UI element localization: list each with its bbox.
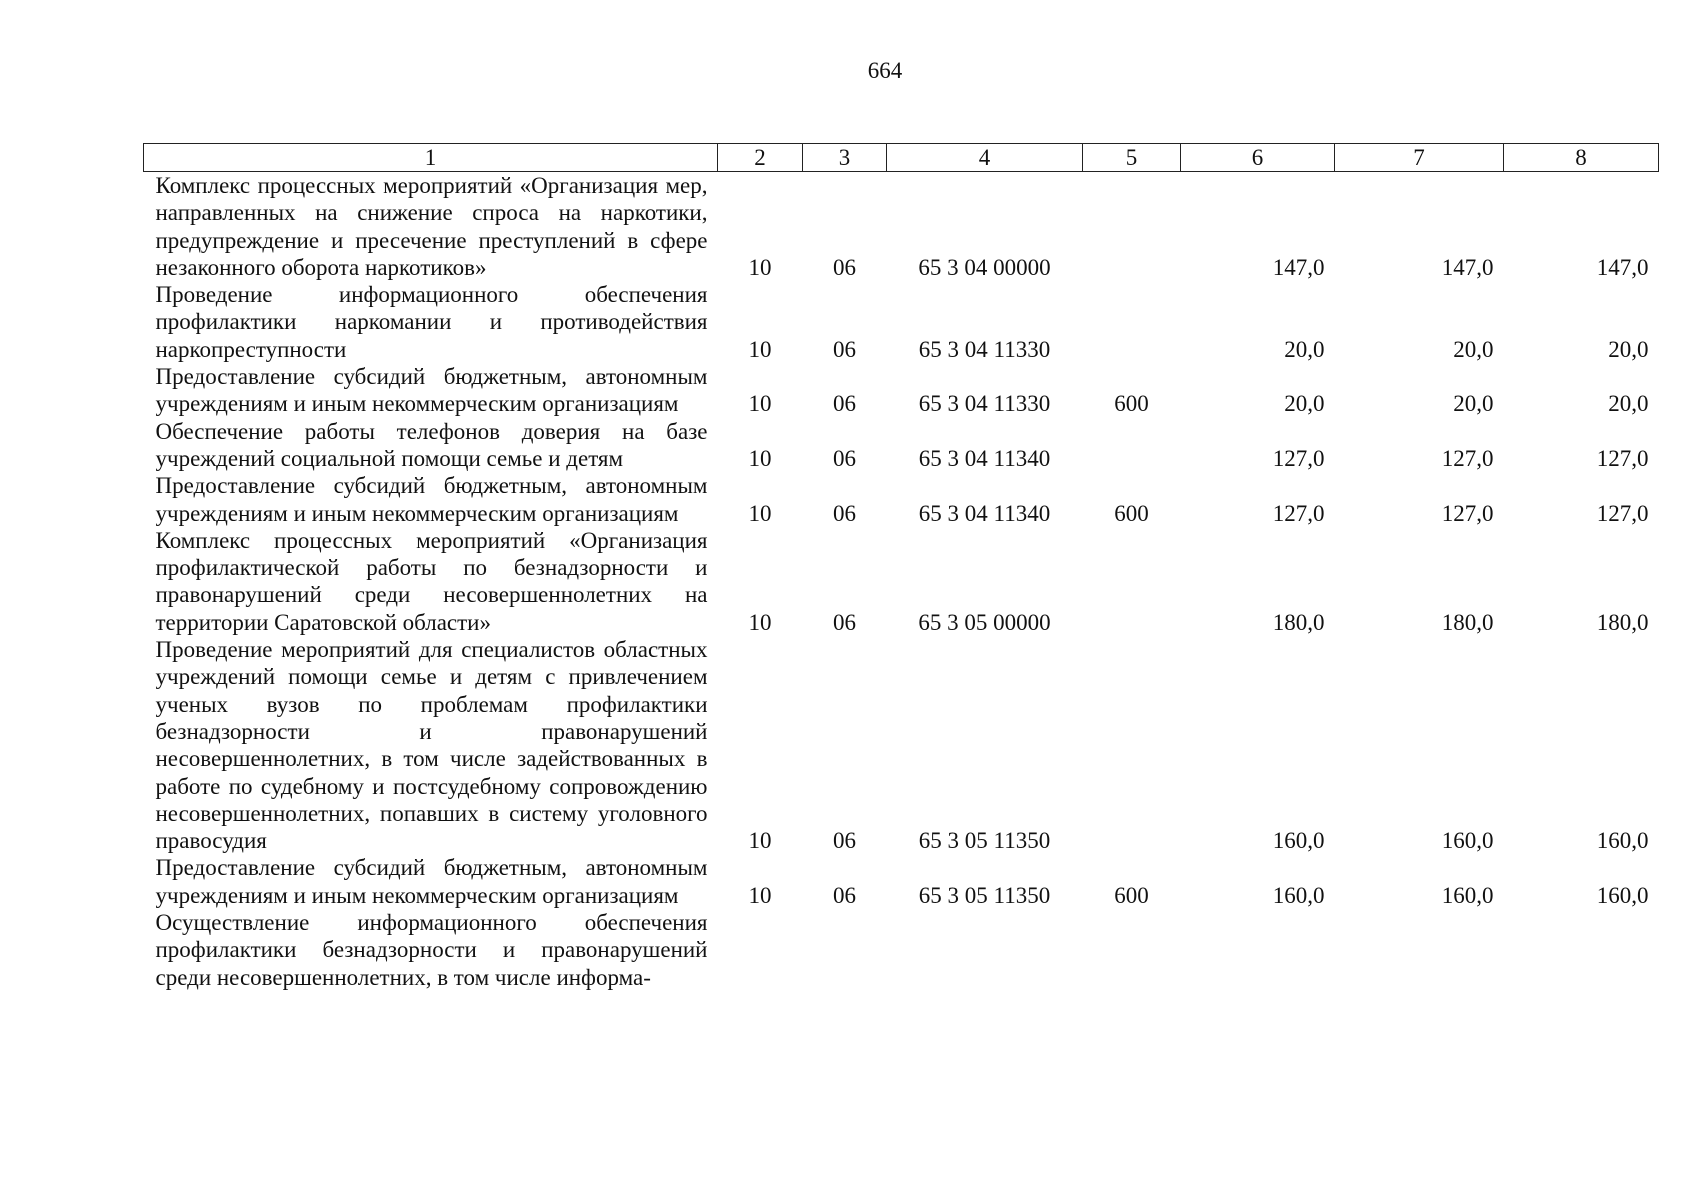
amount-year-3: 127,0	[1596, 500, 1649, 526]
table-row	[144, 281, 1659, 363]
row-description: Предоставление субсидий бюджетным, автономным учреждениям и иным некоммерческим организациям	[155, 473, 708, 526]
target-article-code	[887, 909, 1083, 991]
amount-year-1: 20,0	[1284, 336, 1325, 362]
amount-year-3	[1504, 909, 1659, 991]
table-row	[144, 854, 1659, 909]
amount-year-3: 160,0	[1596, 828, 1649, 854]
column-header-2: 2	[718, 144, 803, 172]
section-code: 10	[748, 609, 772, 635]
target-article-code: 65 3 05 11350	[918, 882, 1051, 908]
amount-year-3: 20,0	[1608, 391, 1649, 417]
table-row	[144, 909, 1659, 991]
amount-year-1: 180,0	[1272, 609, 1325, 635]
target-article-code: 65 3 04 11330	[918, 336, 1051, 362]
column-header-5: 5	[1083, 144, 1181, 172]
amount-year-2	[1335, 909, 1504, 991]
section-code: 10	[748, 445, 772, 471]
amount-year-1: 127,0	[1272, 445, 1325, 471]
expense-type-code: 600	[1114, 391, 1149, 417]
budget-table-container	[143, 143, 1658, 991]
column-header-1: 1	[144, 144, 718, 172]
section-code: 10	[748, 336, 772, 362]
row-description: Осуществление информационного обеспечения профилактики безнадзорности и правонарушений среди несовершеннолетних, в том числе информа-	[155, 910, 708, 990]
column-header-8: 8	[1504, 144, 1659, 172]
subsection-code: 06	[833, 500, 856, 526]
column-header-6: 6	[1181, 144, 1335, 172]
target-article-code: 65 3 04 11330	[918, 391, 1051, 417]
amount-year-1: 20,0	[1284, 391, 1325, 417]
amount-year-3: 20,0	[1608, 336, 1649, 362]
section-code: 10	[748, 254, 772, 280]
section-code	[718, 909, 803, 991]
table-row	[144, 636, 1659, 854]
amount-year-2: 20,0	[1453, 391, 1494, 417]
amount-year-2: 20,0	[1453, 336, 1494, 362]
expense-type-code	[1083, 418, 1181, 473]
subsection-code: 06	[833, 445, 856, 471]
table-row	[144, 472, 1659, 527]
amount-year-1	[1181, 909, 1335, 991]
subsection-code: 06	[833, 391, 856, 417]
row-description: Обеспечение работы телефонов доверия на базе учреждений социальной помощи семье и детям	[155, 418, 708, 471]
row-description: Предоставление субсидий бюджетным, автономным учреждениям и иным некоммерческим организациям	[155, 855, 708, 908]
amount-year-2: 147,0	[1441, 254, 1494, 280]
amount-year-1: 147,0	[1272, 254, 1325, 280]
target-article-code: 65 3 04 11340	[918, 445, 1051, 471]
amount-year-3: 180,0	[1596, 609, 1649, 635]
section-code: 10	[748, 391, 772, 417]
expense-type-code: 600	[1114, 882, 1149, 908]
subsection-code: 06	[833, 336, 856, 362]
amount-year-3: 127,0	[1596, 445, 1649, 471]
expense-type-code	[1083, 636, 1181, 854]
expense-type-code	[1083, 281, 1181, 363]
row-description: Комплекс процессных мероприятий «Организация профилактической работы по безнадзорности и правонарушений среди несовершеннолетних на территории Саратовской области»	[155, 527, 708, 635]
table-row	[144, 418, 1659, 473]
amount-year-3: 147,0	[1596, 254, 1649, 280]
amount-year-1: 127,0	[1272, 500, 1325, 526]
target-article-code: 65 3 05 11350	[918, 828, 1051, 854]
row-description: Проведение информационного обеспечения профилактики наркомании и противодействия наркопреступности	[155, 282, 708, 362]
row-description: Комплекс процессных мероприятий «Организация мер, направленных на снижение спроса на наркотики, предупреждение и пресечение преступлений в сфере незаконного оборота наркотиков»	[155, 173, 708, 280]
table-body	[144, 172, 1659, 991]
subsection-code: 06	[833, 254, 856, 280]
expense-type-code: 600	[1114, 500, 1149, 526]
table-row	[144, 363, 1659, 418]
expense-type-code	[1083, 909, 1181, 991]
target-article-code: 65 3 04 00000	[918, 254, 1051, 280]
expense-type-code	[1083, 527, 1181, 636]
table-row	[144, 527, 1659, 636]
amount-year-2: 180,0	[1441, 609, 1494, 635]
column-header-7: 7	[1335, 144, 1504, 172]
row-description: Проведение мероприятий для специалистов областных учреждений помощи семье и детям с привлечением ученых вузов по проблемам профилактики безнадзорности и правонарушений несовершеннолетних, в том числе задействованных в работе по судебному и постсудебному сопровождению несовершеннолетних, попавших в систему уголовного правосудия	[155, 637, 708, 854]
column-header-4: 4	[887, 144, 1083, 172]
amount-year-1: 160,0	[1272, 882, 1325, 908]
amount-year-1: 160,0	[1272, 828, 1325, 854]
page-number: 664	[867, 58, 903, 83]
amount-year-2: 160,0	[1441, 828, 1494, 854]
section-code: 10	[748, 882, 772, 908]
amount-year-2: 127,0	[1441, 500, 1494, 526]
amount-year-3: 160,0	[1596, 882, 1649, 908]
header-row	[144, 144, 1659, 172]
target-article-code: 65 3 05 00000	[918, 609, 1051, 635]
table-row	[144, 172, 1659, 282]
subsection-code	[803, 909, 887, 991]
amount-year-2: 160,0	[1441, 882, 1494, 908]
row-description: Предоставление субсидий бюджетным, автономным учреждениям и иным некоммерческим организациям	[155, 364, 708, 417]
subsection-code: 06	[833, 828, 856, 854]
target-article-code: 65 3 04 11340	[918, 500, 1051, 526]
amount-year-2: 127,0	[1441, 445, 1494, 471]
section-code: 10	[748, 500, 772, 526]
subsection-code: 06	[833, 882, 856, 908]
table-header	[144, 144, 1659, 172]
subsection-code: 06	[833, 609, 856, 635]
budget-table	[143, 143, 1659, 991]
section-code: 10	[748, 828, 772, 854]
expense-type-code	[1083, 172, 1181, 282]
column-header-3: 3	[803, 144, 887, 172]
